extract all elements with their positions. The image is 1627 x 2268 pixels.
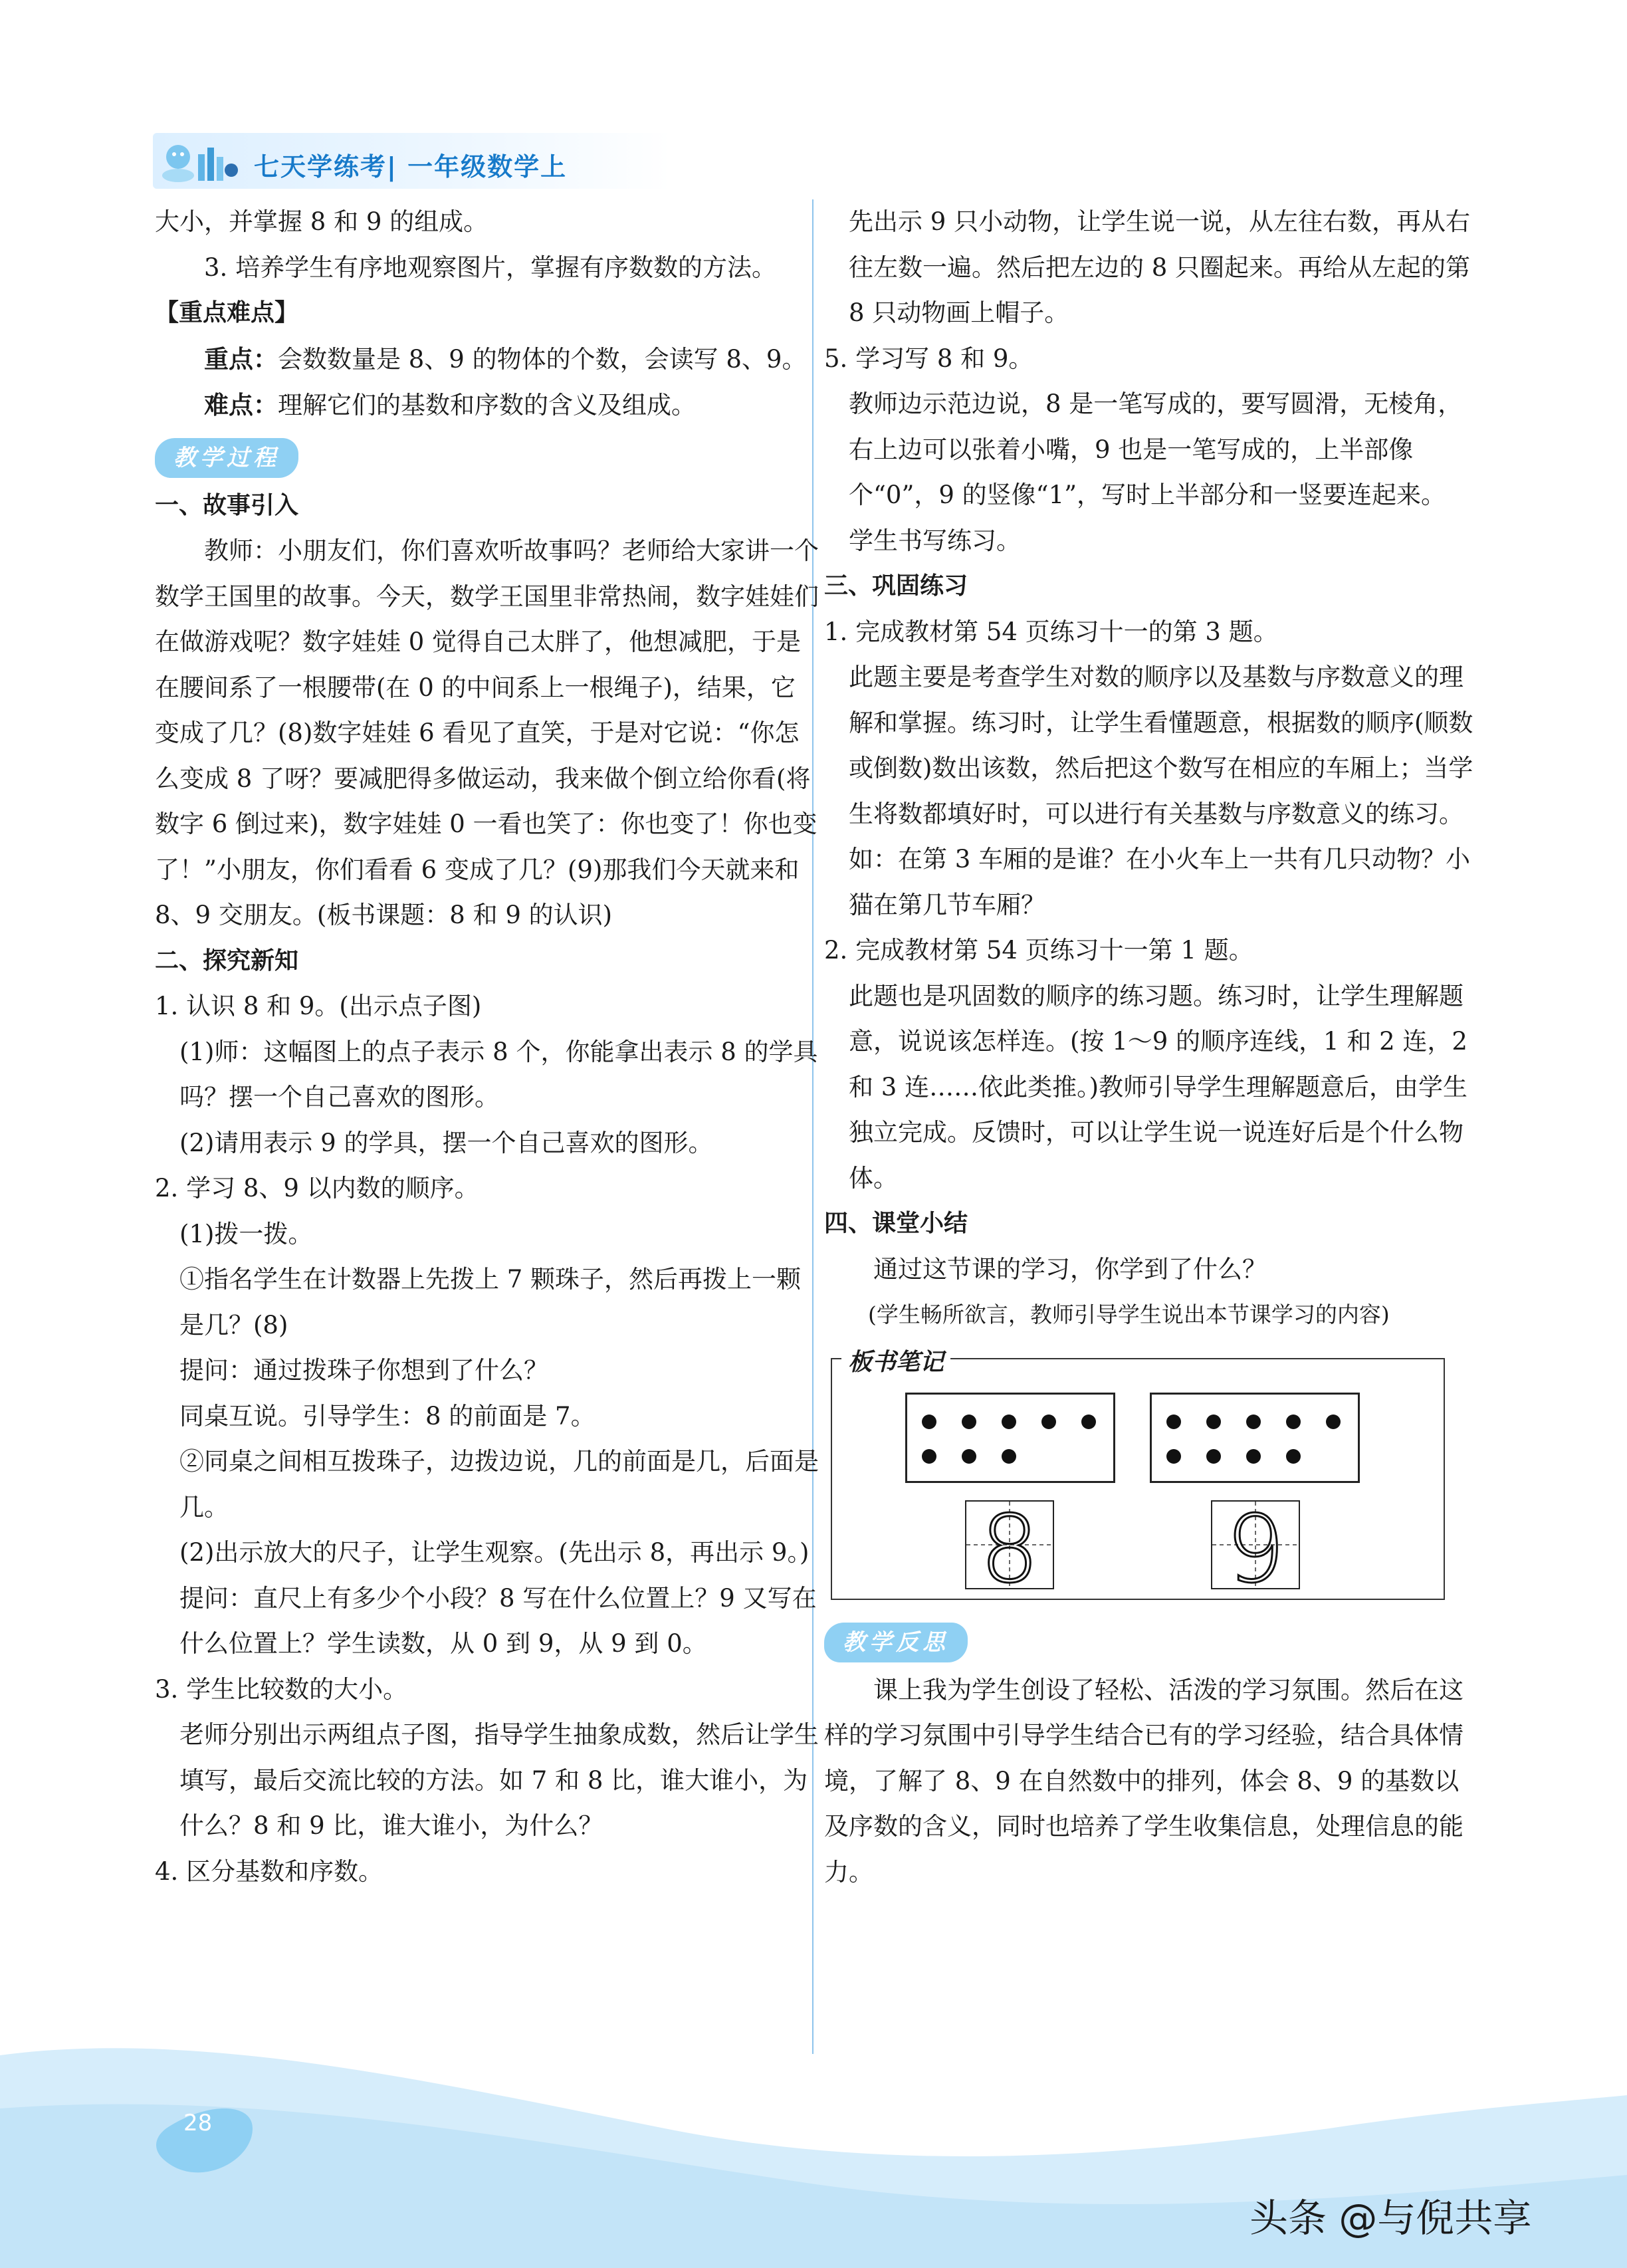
dot <box>1002 1415 1016 1429</box>
item-2b: (2)出示放大的尺子，让学生观察。(先出示 8，再出示 9。) <box>179 1538 810 1567</box>
key-text: 会数数量是 8、9 的物体的个数，会读写 8、9。 <box>278 344 807 374</box>
item-3a: 老师分别出示两组点子图，指导学生抽象成数，然后让学生填写，最后交流比较的方法。如 7 和 8 比，谁大谁小，为什么？8 和 9 比，谁大谁小，为什么？ <box>179 1720 819 1840</box>
dot <box>1041 1415 1056 1429</box>
digit-8: 8 <box>980 1501 1039 1588</box>
blackboard-notes <box>831 1347 1445 1600</box>
item-2a-1: ①指名学生在计数器上先拨上 7 颗珠子，然后再拨上一颗是几？(8) <box>179 1265 802 1339</box>
dot <box>1326 1415 1341 1429</box>
teaching-process-badge: 教学过程 <box>155 438 298 478</box>
page-number: 28 <box>183 2110 213 2136</box>
item-2b-1: 提问：直尺上有多少个小段？8 写在什么位置上？9 又写在什么位置上？学生读数，从 0 到 9，从 9 到 0。 <box>179 1583 817 1658</box>
book-title: 七天学练考| 一年级数学上 <box>254 152 568 181</box>
ordinal-activity: 先出示 9 只小动物，让学生说一说，从左往右数，再从右往左数一遍。然后把左边的 8 只圈起来。再给从左起的第 8 只动物画上帽子。 <box>849 207 1471 327</box>
reflection-paragraph: 课上我为学生创设了轻松、活泼的学习氛围。然后在这样的学习氛围中引导学生结合已有的学习经验，结合具体情境，了解了 8、9 在自然数中的排列，体会 8、9 的基数以及序数的含义，同时也培养了学生收集信息，处理信息的能力。 <box>824 1675 1464 1886</box>
writing-grid-8 <box>965 1500 1054 1589</box>
section-3-heading: 三、巩固练习 <box>824 572 968 600</box>
dot <box>1246 1415 1261 1429</box>
item-5b: 学生书写练习。 <box>849 526 1021 555</box>
grid-8-guides <box>966 1502 1053 1588</box>
writing-grid-9 <box>1211 1500 1300 1589</box>
item-2: 2. 学习 8、9 以内数的顺序。 <box>155 1174 479 1202</box>
section-1-heading: 一、故事引入 <box>155 491 299 519</box>
dot-box-9 <box>1150 1393 1360 1483</box>
left-column <box>155 199 819 1894</box>
item-5a: 教师边示范边说，8 是一笔写成的，要写圆滑，无棱角，右上边可以张着小嘴，9 也是一笔写成的，上半部像个“0”，9 的竖像“1”，写时上半部分和一竖要连起来。 <box>849 390 1463 509</box>
dot-box-8 <box>905 1393 1115 1483</box>
dot <box>962 1415 976 1429</box>
difficulty-text: 理解它们的基数和序数的含义及组成。 <box>278 391 696 419</box>
dot <box>1206 1415 1221 1429</box>
dot <box>1246 1449 1261 1464</box>
dot <box>962 1449 976 1464</box>
section-2-heading: 二、探究新知 <box>155 947 299 974</box>
story-paragraph: 教师：小朋友们，你们喜欢听故事吗？老师给大家讲一个数学王国里的故事。今天，数学王国里非常热闹，数字娃娃们在做游戏呢？数字娃娃 0 觉得自己太胖了，他想减肥，于是在腰间系了一根腰带(在 0 的中间系上一根绳子)，结果，它变成了几？(8)数字娃娃 6 看见了直笑，于是对它说：“你怎么变成 8 了呀？要减肥得多做运动，我来做个倒立给你看(将数字 6 倒过来)，数字娃娃 0 一看也笑了：你也变了！你也变了！”小朋友，你们看看 6 变成了几？(9)那我们今天就来和 8、9 交朋友。(板书课题：8 和 9 的认识) <box>155 536 819 929</box>
digit-9: 9 <box>1226 1501 1285 1588</box>
item-5: 5. 学习写 8 和 9。 <box>824 344 1033 373</box>
practice-1: 1. 完成教材第 54 页练习十一的第 3 题。 <box>824 617 1278 646</box>
practice-1-text: 此题主要是考查学生对数的顺序以及基数与序数意义的理解和掌握。练习时，让学生看懂题意，根据数的顺序(顺数或倒数)数出该数，然后把这个数写在相应的车厢上；当学生将数都填好时，可以进行有关基数与序数意义的练习。如：在第 3 车厢的是谁？在小火车上一共有几只动物？小猫在第几节车厢？ <box>849 663 1473 919</box>
item-2a-3: 同桌互说。引导学生：8 的前面是 7。 <box>179 1401 596 1430</box>
dot <box>1206 1449 1221 1464</box>
objective-line: 大小，并掌握 8 和 9 的组成。 <box>155 207 488 236</box>
dot <box>1166 1449 1181 1464</box>
summary-question: 通过这节课的学习，你学到了什么？ <box>873 1254 1267 1284</box>
mascot-city-icon <box>160 137 239 187</box>
difficulty-label: 难点： <box>204 390 278 419</box>
header-banner <box>153 133 671 189</box>
section-4-heading: 四、课堂小结 <box>824 1210 968 1237</box>
practice-2-text: 此题也是巩固数的顺序的练习题。练习时，让学生理解题意，说说该怎样连。(按 1～9 的顺序连线，1 和 2 连，2 和 3 连……依此类推。)教师引导学生理解题意后，由学生独立完成。反馈时，可以让学生说一说连好后是个什么物体。 <box>849 981 1467 1192</box>
practice-2: 2. 完成教材第 54 页练习十一第 1 题。 <box>824 936 1253 964</box>
dot <box>1286 1449 1301 1464</box>
dot <box>1081 1415 1096 1429</box>
right-column <box>824 199 1475 1895</box>
summary-note: (学生畅所欲言，教师引导学生说出本节课学习的内容) <box>868 1302 1390 1327</box>
board-title: 板书笔记 <box>841 1339 950 1385</box>
item-2a: (1)拨一拨。 <box>179 1219 313 1248</box>
dot <box>1286 1415 1301 1429</box>
item-1b: (2)请用表示 9 的学具，摆一个自己喜欢的图形。 <box>179 1128 713 1157</box>
item-1: 1. 认识 8 和 9。(出示点子图) <box>155 992 482 1020</box>
item-4: 4. 区分基数和序数。 <box>155 1857 383 1886</box>
dot <box>1002 1449 1016 1464</box>
key-difficulty-heading: 【重点难点】 <box>155 299 299 326</box>
dot <box>922 1449 936 1464</box>
difficulty-point <box>155 382 819 429</box>
dot <box>1166 1415 1181 1429</box>
key-label: 重点： <box>204 344 278 374</box>
grid-9-guides <box>1212 1502 1299 1588</box>
key-point <box>155 336 819 383</box>
item-2a-4: ②同桌之间相互拨珠子，边拨边说，几的前面是几，后面是几。 <box>179 1447 819 1522</box>
item-2a-2: 提问：通过拨珠子你想到了什么？ <box>179 1356 548 1385</box>
objective-3: 3. 培养学生有序地观察图片，掌握有序数数的方法。 <box>204 253 777 282</box>
item-3: 3. 学生比较数的大小。 <box>155 1674 408 1704</box>
item-1a: (1)师：这幅图上的点子表示 8 个，你能拿出表示 8 的学具吗？摆一个自己喜欢的图形。 <box>179 1037 818 1111</box>
watermark-text: 头条 @与倪共享 <box>1249 2196 1532 2241</box>
teaching-reflection-badge: 教学反思 <box>824 1623 968 1662</box>
dot <box>922 1415 936 1429</box>
